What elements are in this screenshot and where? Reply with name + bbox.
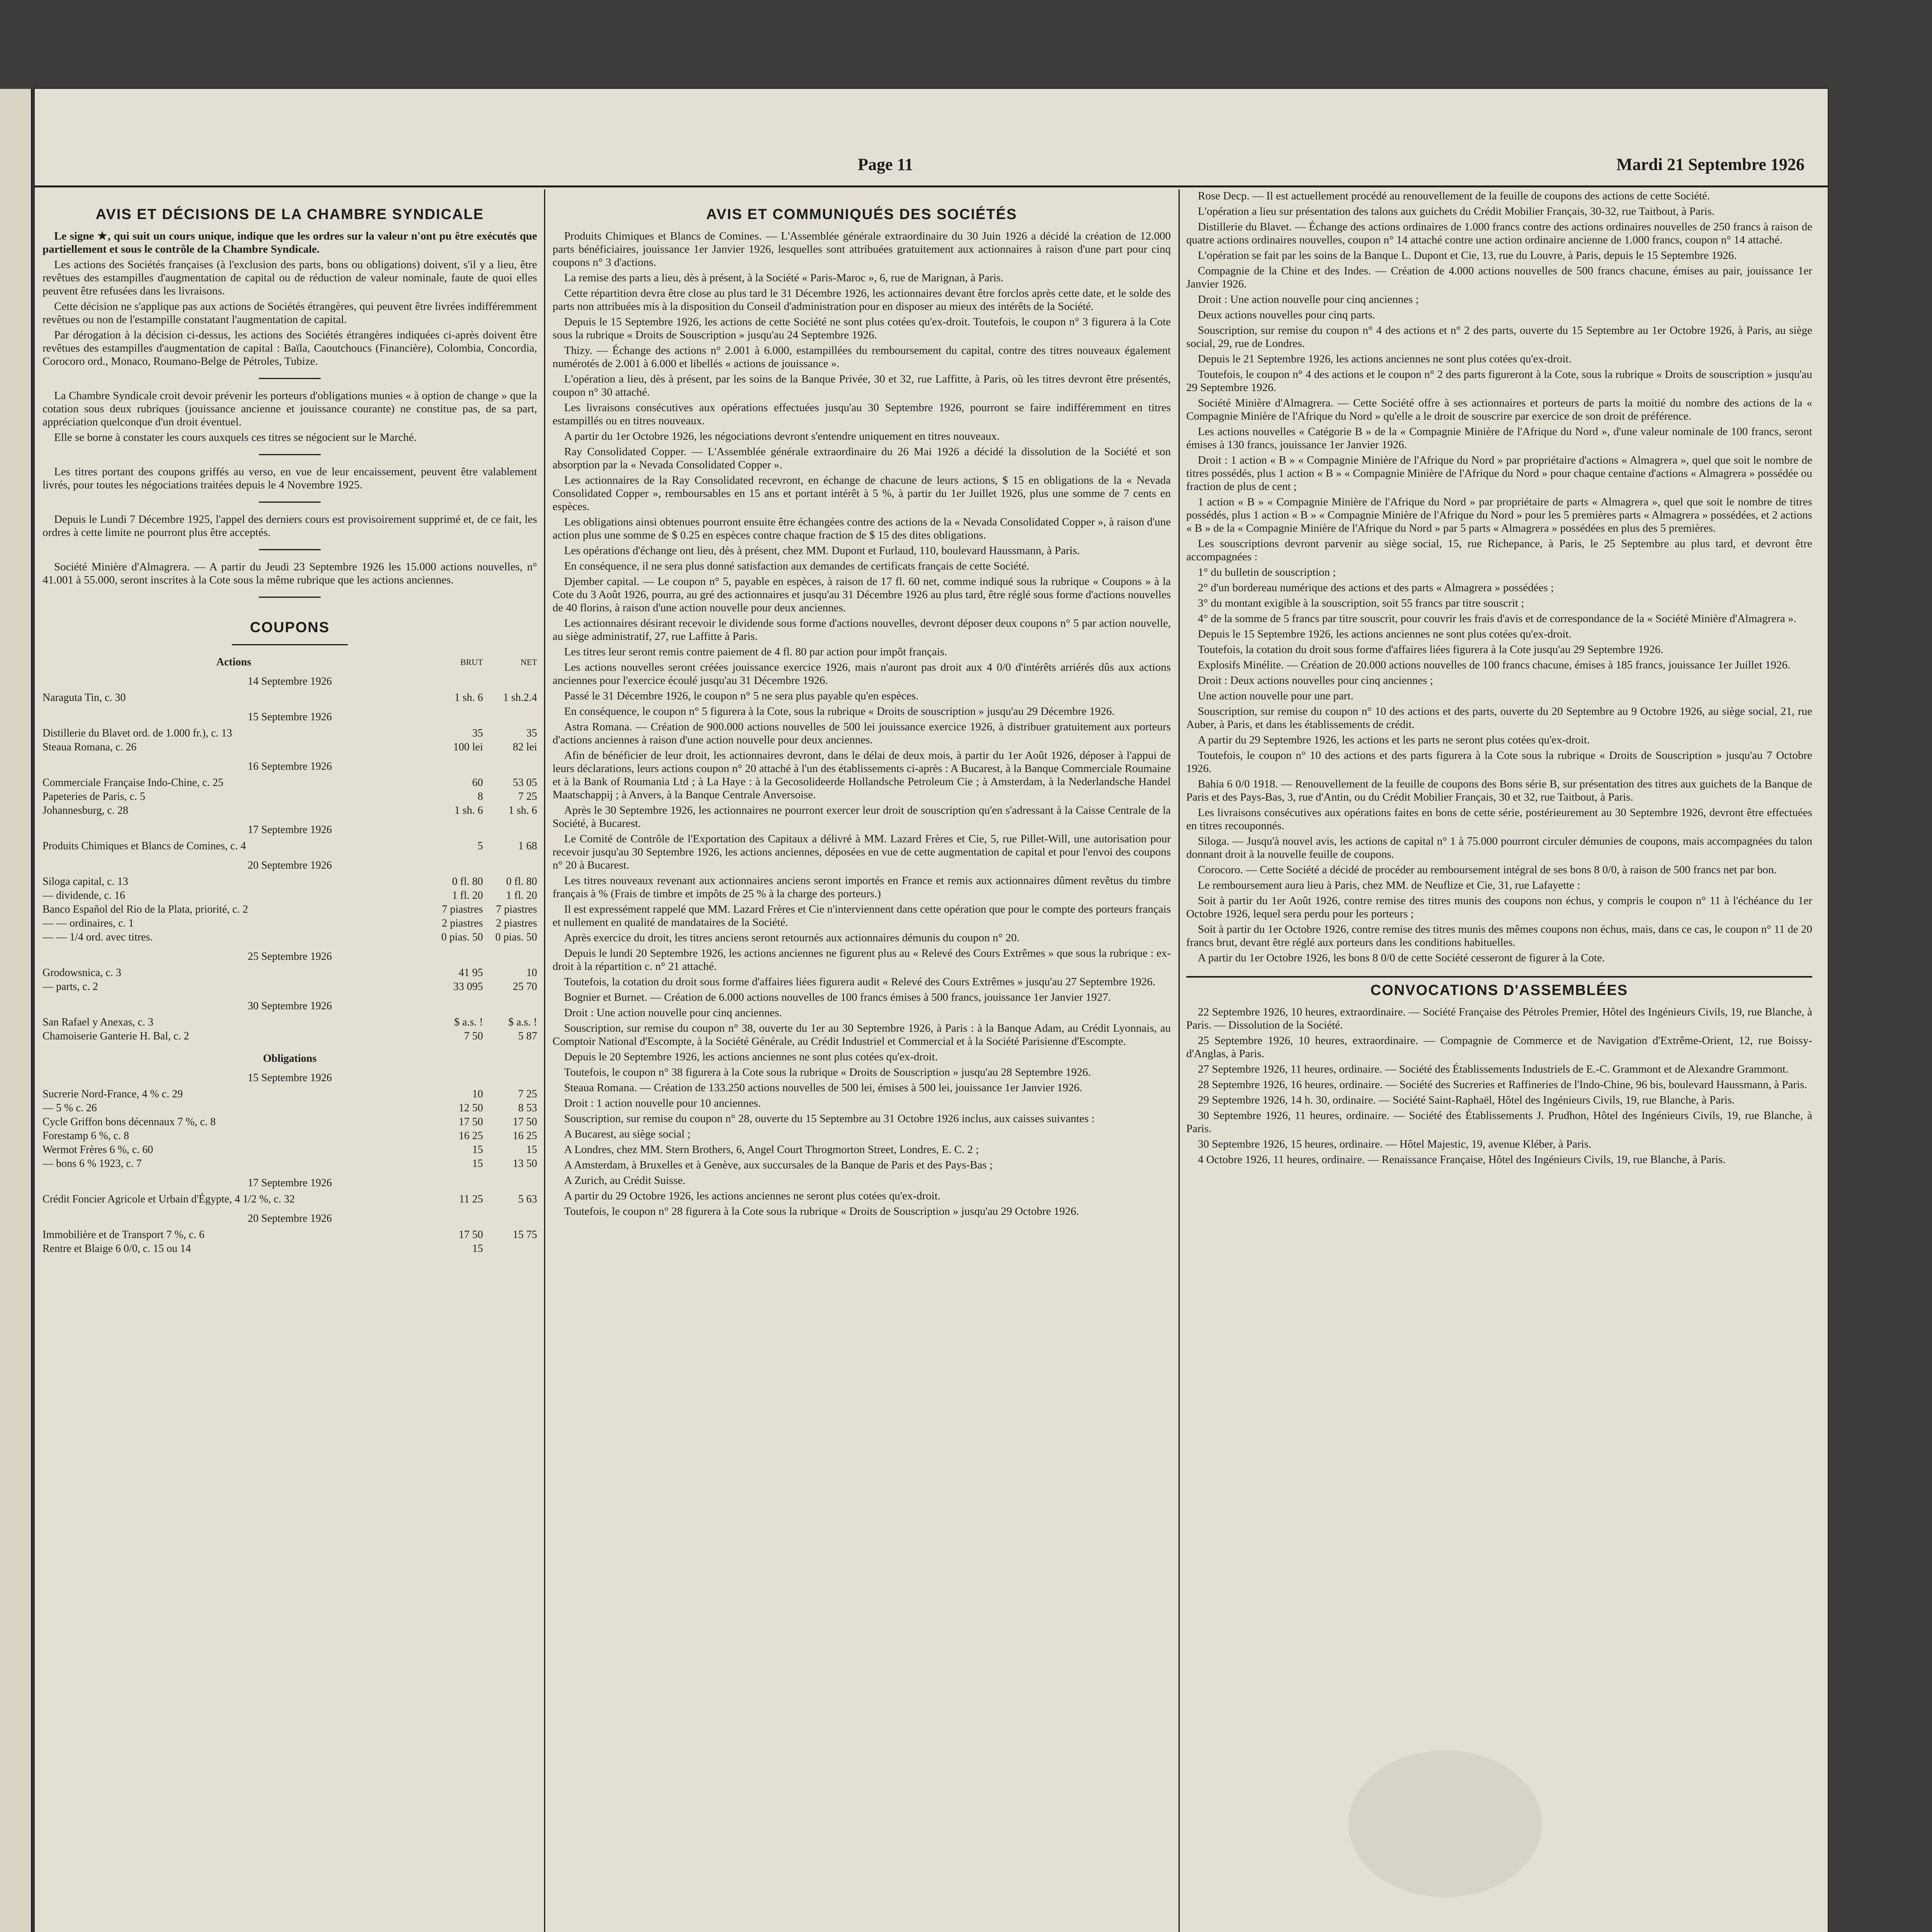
avis-paragraph: 1 action « B » « Compagnie Minière de l'Afrique du Nord » par propriétaire de parts « Almagrera », quel que soit le nombre de titres possédés, plus 1 action « B » « Compagnie Minière de l'Afrique du Nord » pour les 5 premières parts « Almagrera » possédées, et 2 actions « B » de la « Compagnie Minière de l'Afrique du Nord » par 5 parts « Almagrera » possédées en plus des 5 premières. <box>1186 496 1812 534</box>
avis-paragraph: A Zurich, au Crédit Suisse. <box>564 1174 686 1187</box>
avis-paragraph: Il est expressément rappelé que MM. Lazard Frères et Cie n'interviennent dans cette opération que pour le compte des porteurs français et nullement en qualité de mandataires de la Société. <box>553 903 1171 929</box>
avis-paragraph: A Amsterdam, à Bruxelles et à Genève, aux succursales de la Banque de Paris et des Pays-Bas ; <box>564 1159 993 1171</box>
avis-paragraph: Djember capital. — Le coupon n° 5, payable en espèces, à raison de 17 fl. 60 net, comme indiqué sous la rubrique « Coupons » à la Cote du 3 Août 1926, pourra, au gré des actionnaires et jusqu'au 31 Décembre 1926 au plus tard, être réglé sous forme d'actions nouvelles de 40 florins, à raison d'une action nouvelle pour deux anciennes. <box>553 575 1171 614</box>
obligations-subtitle: Obligations <box>263 1053 317 1065</box>
coupon-net: 13 50 <box>513 1158 537 1170</box>
coupon-row <box>43 1228 537 1242</box>
avis-paragraph: Ray Consolidated Copper. — L'Assemblée générale extraordinaire du 26 Mai 1926 a décidé la dissolution de la Société et son absorption par la « Nevada Consolidated Copper ». <box>553 446 1171 471</box>
avis-paragraph: Produits Chimiques et Blancs de Comines. — L'Assemblée générale extraordinaire du 30 Juin 1926 a décidé la création de 12.000 parts bénéficiaires, jouissance 1er Janvier 1926, lesquelles sont attribuées gratuitement aux actionnaires à raison d'une part pour cinq coupons n° 3 d'actions. <box>553 230 1171 269</box>
coupon-net: 8 53 <box>518 1102 537 1114</box>
coupon-brut: 41 95 <box>459 967 483 979</box>
coupon-row <box>43 740 537 754</box>
coupon-name: — bons 6 % 1923, c. 7 <box>43 1158 142 1170</box>
avis-paragraph: L'opération a lieu, dès à présent, par les soins de la Banque Privée, 30 et 32, rue Laffitte, à Paris, où les titres devront être présentés, coupon n° 30 attaché. <box>553 373 1171 398</box>
coupon-date: 20 Septembre 1926 <box>248 859 332 871</box>
coupon-row <box>43 1157 537 1171</box>
coupon-name: Forestamp 6 %, c. 8 <box>43 1130 129 1142</box>
coupon-net: 2 piastres <box>496 917 537 929</box>
avis-paragraph: Afin de bénéficier de leur droit, les actionnaires devront, dans le délai de deux mois, à partir du 1er Août 1926, déposer à l'appui de leurs déclarations, leurs actions coupon n° 20 attaché à l'un des établissements ci-après : A Bucarest, à la Banque Commerciale Roumaine et à la Bank of Roumania Ltd ; à La Haye : à la Gecosolideerde Hollandsche Petroleum Cie ; à Amsterdam, à la Nederlandsche Handel Maatschappij ; à Anvers, à la Banque Centrale Anversoise. <box>553 749 1171 801</box>
coupon-brut: 8 <box>478 791 483 803</box>
convocation-item: 28 Septembre 1926, 16 heures, ordinaire. — Société des Sucreries et Raffineries de l'Indo-Chine, 96 bis, boulevard Haussmann, à Paris. <box>1198 1078 1807 1091</box>
coupon-brut: 0 pias. 50 <box>441 931 483 943</box>
notice-paragraph: Elle se borne à constater les cours auxquels ces titres se négocient sur le Marché. <box>54 431 417 444</box>
avis-paragraph: Depuis le 21 Septembre 1926, les actions anciennes ne sont plus cotées qu'ex-droit. <box>1198 353 1571 365</box>
coupon-row <box>43 1115 537 1129</box>
avis-paragraph: Siloga. — Jusqu'à nouvel avis, les actions de capital n° 1 à 75.000 pourront circuler démunies de coupons, mais accompagnées du talon donnant droit à la nouvelle feuille de coupons. <box>1186 835 1812 861</box>
coupons-header <box>43 655 537 669</box>
coupon-name: Produits Chimiques et Blancs de Comines, c. 4 <box>43 840 246 852</box>
convocation-item: 29 Septembre 1926, 14 h. 30, ordinaire. — Société Saint-Raphaël, Hôtel des Ingénieurs Civils, 19, rue Blanche, à Paris. <box>1198 1094 1735 1106</box>
avis-paragraph: Thizy. — Échange des actions n° 2.001 à 6.000, estampillées du remboursement du capital, contre des titres nouveaux également numérotés de 2.001 à 6.000 et libellés « actions de jouissance ». <box>553 344 1171 370</box>
coupon-name: Crédit Foncier Agricole et Urbain d'Égypte, 4 1/2 %, c. 32 <box>43 1193 295 1205</box>
avis-paragraph: Rose Decp. — Il est actuellement procédé au renouvellement de la feuille de coupons des actions de cette Société. <box>1198 190 1710 202</box>
coupon-net: 1 fl. 20 <box>506 889 537 901</box>
separator <box>259 378 321 379</box>
notice-paragraph: Par dérogation à la décision ci-dessus, les actions des Sociétés étrangères indiquées ci-après doivent être revêtues des estampilles d'augmentation de capital : Baïla, Caoutchoucs (Financière), Colombia, Concordia, Corocoro ord., Monaco, Roumano-Belge de Pétroles, Tubize. <box>43 329 537 367</box>
coupon-date: 20 Septembre 1926 <box>248 1213 332 1225</box>
coupon-row <box>43 726 537 740</box>
coupon-name: Immobilière et de Transport 7 %, c. 6 <box>43 1229 205 1241</box>
coupon-date: 15 Septembre 1926 <box>248 1072 332 1084</box>
avis-paragraph: Explosifs Minélite. — Création de 20.000 actions nouvelles de 100 francs chacune, émises à 185 francs, jouissance 1er Juillet 1926. <box>1198 659 1791 671</box>
avis-paragraph: L'opération a lieu sur présentation des talons aux guichets du Crédit Mobilier Français, 30-32, rue Taitbout, à Paris. <box>1198 205 1715 218</box>
coupons-title: COUPONS <box>250 619 330 636</box>
convocations-list <box>1186 1005 1812 1166</box>
right-column <box>1186 189 1812 1932</box>
avis-paragraph: Steaua Romana. — Création de 133.250 actions nouvelles de 500 lei, émises à 500 lei, jouissance 1er Janvier 1926. <box>564 1082 1082 1094</box>
avis-paragraph: Une action nouvelle pour une part. <box>1198 690 1354 702</box>
avis-paragraph: A partir du 1er Octobre 1926, les négociations devront s'entendre uniquement en titres nouveaux. <box>564 430 1000 442</box>
avis-paragraph: A partir du 1er Octobre 1926, les bons 8 0/0 de cette Société cesseront de figurer à la Cote. <box>1198 952 1605 964</box>
coupon-name: Commerciale Française Indo-Chine, c. 25 <box>43 777 224 789</box>
avis-paragraph: Les souscriptions devront parvenir au siège social, 15, rue Richepance, à Paris, le 25 Septembre au plus tard, et devront être accompagnées : <box>1186 537 1812 563</box>
avis-paragraph: 2° d'un bordereau numérique des actions et des parts « Almagrera » possédées ; <box>1198 582 1554 594</box>
notice-paragraph: Société Minière d'Almagrera. — A partir du Jeudi 23 Septembre 1926 les 15.000 actions nouvelles, n° 41.001 à 55.000, seront inscrites à la Cote sous la même rubrique que les actions anciennes. <box>43 561 537 586</box>
avis-paragraph: 1° du bulletin de souscription ; <box>1198 566 1336 578</box>
coupon-row <box>43 966 537 980</box>
coupon-net: 15 75 <box>513 1229 537 1241</box>
middle-column <box>553 205 1171 1932</box>
avis-paragraph: Les actions nouvelles « Catégorie B » de la « Compagnie Minière de l'Afrique du Nord », d'une valeur nominale de 100 francs, seront émises à 130 francs, jouissance 1er Janvier 1926. <box>1186 425 1812 451</box>
coupon-name: — parts, c. 2 <box>43 981 98 993</box>
coupon-net: $ a.s. ! <box>508 1016 537 1028</box>
coupon-row <box>43 903 537 917</box>
coupons-list <box>43 655 537 1256</box>
coupon-name: — dividende, c. 16 <box>43 889 125 901</box>
coupon-row <box>43 1029 537 1043</box>
coupon-name: Papeteries de Paris, c. 5 <box>43 791 145 803</box>
avis-paragraph: Après exercice du droit, les titres anciens seront retournés aux actionnaires démunis du coupon n° 20. <box>564 932 1020 944</box>
avis-paragraph: Droit : 1 action « B » « Compagnie Minière de l'Afrique du Nord » par propriétaire d'actions « Almagrera », quel que soit le nombre de titres possédés, plus 1 action « B » « Compagnie Minière de l'Afrique du Nord » pour chaque centaine d'actions « Almagrera » possédée ou fraction de plus de cent ; <box>1186 454 1812 493</box>
coupon-net: 16 25 <box>513 1130 537 1142</box>
avis-paragraph: 3° du montant exigible à la souscription, soit 55 francs par titre souscrit ; <box>1198 597 1524 609</box>
avis-paragraph: Toutefois, le coupon n° 28 figurera à la Cote sous la rubrique « Droits de Souscription » jusqu'au 29 Octobre 1926. <box>564 1205 1079 1218</box>
chambre-syndicale-title: AVIS ET DÉCISIONS DE LA CHAMBRE SYNDICALE <box>95 206 484 223</box>
notice-paragraph: Les actions des Sociétés françaises (à l'exclusion des parts, bons ou obligations) doivent, s'il y a lieu, être revêtues des estampilles d'augmentation de capital ou de réduction de valeur nominale, faute de quoi elles peuvent être refusées dans les livraisons. <box>43 259 537 297</box>
avis-paragraph: Souscription, sur remise du coupon n° 10 des actions et des parts, ouverte du 20 Septembre au 9 Octobre 1926, au siège social, 21, rue Auber, à Paris, et dans les établissements de crédit. <box>1186 705 1812 731</box>
avis-paragraph: Droit : Une action nouvelle pour cinq anciennes. <box>564 1007 782 1019</box>
avis-paragraph: Cette répartition devra être close au plus tard le 31 Décembre 1926, les actionnaires devant être forclos après cette date, et le solde des parts non attribuées mis à la disposition du Conseil d'administration pour en disposer au mieux des intérêts de la Société. <box>553 287 1171 313</box>
avis-paragraph: Toutefois, la cotation du droit sous forme d'affaires liées figurera audit « Relevé des Cours Extrêmes » jusqu'au 27 Septembre 1926. <box>564 976 1156 988</box>
convocation-item: 4 Octobre 1926, 11 heures, ordinaire. — Renaissance Française, Hôtel des Ingénieurs Civils, 19, rue Blanche, à Paris. <box>1198 1153 1726 1166</box>
coupon-row <box>43 930 537 944</box>
coupon-name: Johannesburg, c. 28 <box>43 804 128 816</box>
coupon-net: 1 68 <box>518 840 537 852</box>
coupon-net <box>483 1242 537 1256</box>
notice-paragraph: Les titres portant des coupons griffés au verso, en vue de leur encaissement, peuvent être valablement livrés, pour toutes les négociations traitées depuis le 4 Novembre 1925. <box>43 466 537 491</box>
convocation-item: 22 Septembre 1926, 10 heures, extraordinaire. — Société Française des Pétroles Premier, Hôtel des Ingénieurs Civils, 19, rue Blanche, à Paris. — Dissolution de la Société. <box>1186 1006 1812 1031</box>
coupon-net: 15 <box>526 1144 537 1156</box>
coupon-row <box>43 1192 537 1206</box>
coupon-row <box>43 917 537 930</box>
avis-paragraph: L'opération se fait par les soins de la Banque L. Dupont et Cie, 13, rue du Louvre, à Paris, depuis le 15 Septembre 1926. <box>1198 249 1737 262</box>
coupon-name: Chamoiserie Ganterie H. Bal, c. 2 <box>43 1030 189 1042</box>
coupon-brut: 7 50 <box>464 1030 483 1042</box>
coupon-name: Steaua Romana, c. 26 <box>43 741 137 753</box>
avis-paragraph: A partir du 29 Septembre 1926, les actions et les parts ne seront plus cotées qu'ex-droit. <box>1198 734 1590 746</box>
avis-paragraph: Les opérations d'échange ont lieu, dès à présent, chez MM. Dupont et Furlaud, 110, boulevard Haussmann, à Paris. <box>564 544 1080 557</box>
coupon-name: Siloga capital, c. 13 <box>43 876 128 888</box>
notice-paragraph: La Chambre Syndicale croit devoir prévenir les porteurs d'obligations munies « à option de change » que la cotation sous deux rubriques (jouissance ancienne et jouissance courante) ne constitue pas, de sa part, appréciation quelconque d'un droit éventuel. <box>43 389 537 428</box>
coupon-net: 1 sh. 6 <box>509 804 537 816</box>
avis-paragraph: En conséquence, le coupon n° 5 figurera à la Cote, sous la rubrique « Droits de souscription » jusqu'au 29 Décembre 1926. <box>564 705 1115 718</box>
avis-paragraph: Souscription, sur remise du coupon n° 4 des actions et n° 2 des parts, ouverte du 15 Septembre au 1er Octobre 1926, à Paris, au siège social, 29, rue de Londres. <box>1186 324 1812 350</box>
coupon-date: 14 Septembre 1926 <box>248 675 332 687</box>
coupon-net: 0 pias. 50 <box>495 931 537 943</box>
page-date: Mardi 21 Septembre 1926 <box>1616 155 1804 174</box>
avis-paragraph: Les titres nouveaux revenant aux actionnaires anciens seront importés en France et remis aux actionnaires dûment revêtus du timbre français à % (Frais de timbre et impôts de 25 % à la charge des porteurs.) <box>553 874 1171 900</box>
coupon-net: 25 70 <box>513 981 537 993</box>
avis-paragraph: Droit : Deux actions nouvelles pour cinq anciennes ; <box>1198 674 1433 687</box>
notice-paragraph: Cette décision ne s'applique pas aux actions de Sociétés étrangères, qui peuvent être livrées indifféremment revêtues ou non de l'estampille constatant l'augmentation de capital. <box>43 300 537 326</box>
convocations-title: CONVOCATIONS D'ASSEMBLÉES <box>1370 982 1628 998</box>
column-divider <box>1179 189 1180 1932</box>
coupon-row <box>43 1087 537 1101</box>
avis-paragraph: Soit à partir du 1er Août 1926, contre remise des titres munis des coupons non échus, y compris le coupon n° 11 à l'échéance du 1er Octobre 1926, lequel sera perdu pour les porteurs ; <box>1186 895 1812 920</box>
coupon-name: San Rafael y Anexas, c. 3 <box>43 1016 153 1028</box>
avis-paragraph: Souscription, sur remise du coupon n° 28, ouverte du 15 Septembre au 31 Octobre 1926 inclus, aux caisses suivantes : <box>564 1112 1095 1125</box>
coupon-name: Grodowsnica, c. 3 <box>43 967 121 979</box>
avis-paragraph: Les actionnaires de la Ray Consolidated recevront, en échange de chacune de leurs actions, $ 15 en obligations de la « Nevada Consolidated Copper », remboursables en 15 ans et portant intérêt à 5 %, à partir du 1er Juillet 1926, plus une somme de 7 cents en espèces. <box>553 474 1171 513</box>
coupon-brut: 17 50 <box>459 1229 483 1241</box>
avis-paragraph: 4° de la somme de 5 francs par titre souscrit, pour couvrir les frais d'avis et de correspondance de la « Société Minière d'Almagrera ». <box>1198 612 1796 625</box>
coupon-row <box>43 839 537 853</box>
page-header <box>35 155 1828 178</box>
avis-paragraph: Après le 30 Septembre 1926, les actionnaires ne pourront exercer leur droit de souscription qu'en s'adressant à la Caisse Centrale de la Société, à Bucarest. <box>553 804 1171 830</box>
coupon-brut: 100 lei <box>453 741 483 753</box>
coupon-brut: 15 <box>472 1158 483 1170</box>
avis-paragraph: Droit : Une action nouvelle pour cinq anciennes ; <box>1198 293 1419 306</box>
coupon-date: 17 Septembre 1926 <box>248 1177 332 1189</box>
coupon-brut: 17 50 <box>459 1116 483 1128</box>
coupon-brut: 1 fl. 20 <box>452 889 483 901</box>
avis-paragraph: Toutefois, le coupon n° 38 figurera à la Cote sous la rubrique « Droits de Souscription » jusqu'au 28 Septembre 1926. <box>564 1066 1091 1078</box>
coupon-row <box>43 875 537 889</box>
coupon-net: 53 05 <box>513 777 537 789</box>
coupon-brut: $ a.s. ! <box>454 1016 483 1028</box>
notice-paragraph: Depuis le Lundi 7 Décembre 1925, l'appel des derniers cours est provisoirement supprimé et, de ce fait, les ordres à cette limite ne pourront plus être acceptés. <box>43 513 537 539</box>
coupon-brut: 12 50 <box>459 1102 483 1114</box>
avis-paragraph: A partir du 29 Octobre 1926, les actions anciennes ne seront plus cotées qu'ex-droit. <box>564 1190 941 1202</box>
coupon-name: Sucrerie Nord-France, 4 % c. 29 <box>43 1088 183 1100</box>
separator <box>232 644 348 645</box>
section-rule <box>1186 976 1812 978</box>
coupon-name: Banco Español del Rio de la Plata, priorité, c. 2 <box>43 903 248 915</box>
coupon-brut: 11 25 <box>459 1193 483 1205</box>
coupon-row <box>43 1129 537 1143</box>
separator <box>259 597 321 598</box>
coupon-net: 17 50 <box>513 1116 537 1128</box>
convocation-item: 27 Septembre 1926, 11 heures, ordinaire. — Société des Établissements Industriels de E.-C. Grammont et de Alexandre Grammont. <box>1198 1063 1789 1075</box>
adjacent-page-edge <box>0 89 32 1932</box>
coupon-net: 0 fl. 80 <box>506 876 537 888</box>
coupon-date: 16 Septembre 1926 <box>248 760 332 772</box>
coupon-name: — — ordinaires, c. 1 <box>43 917 134 929</box>
avis-paragraph: Passé le 31 Décembre 1926, le coupon n° 5 ne sera plus payable qu'en espèces. <box>564 690 919 702</box>
avis-paragraphs <box>553 230 1171 1218</box>
coupon-brut: 35 <box>472 727 483 739</box>
avis-paragraph: Droit : 1 action nouvelle pour 10 anciennes. <box>564 1097 761 1109</box>
coupon-brut: 1 sh. 6 <box>454 692 483 704</box>
avis-paragraph: Souscription, sur remise du coupon n° 38, ouverte du 1er au 30 Septembre 1926, à Paris : à la Banque Adam, au Crédit Lyonnais, au Comptoir National d'Escompte, à la Société Générale, au Crédit Industriel et Commercial et à la Société Parisienne d'Escompte. <box>553 1022 1171 1048</box>
coupon-row <box>43 790 537 804</box>
coupon-date: 15 Septembre 1926 <box>248 711 332 723</box>
separator <box>259 502 321 503</box>
avis-paragraph: Le remboursement aura lieu à Paris, chez MM. de Neuflize et Cie, 31, rue Lafayette : <box>1198 879 1580 891</box>
avis-paragraph: Depuis le 15 Septembre 1926, les actions de cette Société ne sont plus cotées qu'ex-droit. Toutefois, le coupon n° 3 figurera à la Cote sous la rubrique « Droits de Souscription » jusqu'au 24 Septembre 1926. <box>553 316 1171 341</box>
coupon-row <box>43 1015 537 1029</box>
avis-paragraph: Corocoro. — Cette Société a décidé de procéder au remboursement intégral de ses bons 8 0/0, à raison de 500 francs net par bon. <box>1198 864 1777 876</box>
avis-societes-title: AVIS ET COMMUNIQUÉS DES SOCIÉTÉS <box>706 206 1017 223</box>
newspaper-page <box>35 89 1828 1932</box>
coupon-brut: 2 piastres <box>442 917 483 929</box>
avis-paragraph: Les livraisons consécutives aux opérations faites en bons de cette série, postérieurement au 30 Septembre 1926, devront être effectuées en titres recouponnés. <box>1186 806 1812 832</box>
avis-paragraph: A Londres, chez MM. Stern Brothers, 6, Angel Court Throgmorton Street, Londres, E. C. 2 ; <box>564 1143 979 1156</box>
coupon-brut: 60 <box>472 777 483 789</box>
coupon-name: Naraguta Tin, c. 30 <box>43 692 126 704</box>
coupon-brut: 7 piastres <box>442 903 483 915</box>
left-column <box>43 205 537 1932</box>
column-divider <box>544 189 545 1932</box>
coupon-row <box>43 1101 537 1115</box>
coupon-name: Distillerie du Blavet ord. de 1.000 fr.), c. 13 <box>43 727 232 739</box>
avis-paragraph: La remise des parts a lieu, dès à présent, à la Société « Paris-Maroc », 6, rue de Marignan, à Paris. <box>564 272 1004 284</box>
coupon-brut: 16 25 <box>459 1130 483 1142</box>
coupon-brut: 0 fl. 80 <box>452 876 483 888</box>
separator <box>259 549 321 550</box>
coupon-name: — — 1/4 ord. avec titres. <box>43 931 153 943</box>
coupon-date: 25 Septembre 1926 <box>248 951 332 963</box>
convocation-item: 30 Septembre 1926, 15 heures, ordinaire. — Hôtel Majestic, 19, avenue Kléber, à Paris. <box>1198 1138 1592 1150</box>
coupon-net: 1 sh.2.4 <box>503 692 537 704</box>
page-number: Page 11 <box>858 155 913 174</box>
coupon-net: 5 87 <box>518 1030 537 1042</box>
notice-paragraph: Le signe ★, qui suit un cours unique, indique que les ordres sur la valeur n'ont pu être exécutés que partiellement et sous le contrôle de la Chambre Syndicale. <box>43 230 537 255</box>
avis-paragraph: Toutefois, le coupon n° 4 des actions et le coupon n° 2 des parts figureront à la Cote, sous la rubrique « Droits de souscription » jusqu'au 29 Septembre 1926. <box>1186 368 1812 394</box>
coupon-net: 7 piastres <box>496 903 537 915</box>
avis-paragraph: Compagnie de la Chine et des Indes. — Création de 4.000 actions nouvelles de 500 francs chacune, émises au pair, jouissance 1er Janvier 1926. <box>1186 265 1812 290</box>
coupon-brut: 15 <box>472 1243 483 1255</box>
avis-paragraph: Depuis le 20 Septembre 1926, les actions anciennes ne sont plus cotées qu'ex-droit. <box>564 1051 938 1063</box>
coupon-row <box>43 691 537 705</box>
header-rule <box>35 185 1828 187</box>
coupon-date: 17 Septembre 1926 <box>248 824 332 836</box>
avis-paragraph: Astra Romana. — Création de 900.000 actions nouvelles de 500 lei jouissance exercice 1926, à distribuer gratuitement aux porteurs d'actions anciennes à raison d'une action nouvelle pour deux anciennes. <box>553 721 1171 746</box>
coupon-row <box>43 1143 537 1157</box>
avis-paragraph: Bahia 6 0/0 1918. — Renouvellement de la feuille de coupons des Bons série B, sur présentation des titres aux guichets de la Banque de Paris et des Pays-Bas, 3, rue d'Antin, ou du Crédit Mobilier Français, 30 et 32, rue Taitbout, à Paris. <box>1186 778 1812 803</box>
avis-paragraph: Toutefois, le coupon n° 10 des actions et des parts figurera à la Cote sous la rubrique « Droits de Souscription » jusqu'au 7 Octobre 1926. <box>1186 749 1812 775</box>
coupon-net: 5 63 <box>518 1193 537 1205</box>
avis-paragraph: Les livraisons consécutives aux opérations effectuées jusqu'au 30 Septembre 1926, pourront se faire indifféremment en titres estampillés ou en titres nouveaux. <box>553 401 1171 427</box>
coupon-brut: 33 095 <box>453 981 483 993</box>
avis-paragraph: Bognier et Burnet. — Création de 6.000 actions nouvelles de 100 francs émises à 500 francs, jouissance 1er Janvier 1927. <box>564 991 1111 1003</box>
avis-paragraph: Distillerie du Blavet. — Échange des actions ordinaires de 1.000 francs contre des actions ordinaires nouvelles de 250 francs à raison de quatre actions ordinaires nouvelles, coupon n° 14 attaché contre une action ordinaire ancienne de 1.000 francs, coupon n° 14 attaché. <box>1186 221 1812 246</box>
avis-paragraph: Les obligations ainsi obtenues pourront ensuite être échangées contre des actions de la « Nevada Consolidated Copper », à raison d'une action plus une somme de $ 0.25 en espèces contre chaque fraction de $ 15 des dites obligations. <box>553 516 1171 541</box>
separator <box>259 454 321 455</box>
coupon-net: 10 <box>526 967 537 979</box>
coupon-brut: 5 <box>478 840 483 852</box>
convocation-item: 25 Septembre 1926, 10 heures, extraordinaire. — Compagnie de Commerce et de Navigation d'Extrême-Orient, 12, rue Boissy-d'Anglas, à Paris. <box>1186 1034 1812 1060</box>
coupon-name: Cycle Griffon bons décennaux 7 %, c. 8 <box>43 1116 216 1128</box>
coupon-row <box>43 776 537 790</box>
avis-paragraph: Depuis le 15 Septembre 1926, les actions anciennes ne sont plus cotées qu'ex-droit. <box>1198 628 1571 640</box>
coupon-row <box>43 980 537 994</box>
coupon-brut: 1 sh. 6 <box>454 804 483 816</box>
coupon-name: — 5 % c. 26 <box>43 1102 97 1114</box>
coupon-net: 82 lei <box>513 741 537 753</box>
avis-paragraph: Deux actions nouvelles pour cinq parts. <box>1198 309 1376 321</box>
avis-paragraph: Les actionnaires désirant recevoir le dividende sous forme d'actions nouvelles, devront déposer deux coupons n° 5 par action nouvelle, au siège administratif, 27, rue Laffitte à Paris. <box>553 617 1171 643</box>
coupons-head-brut: BRUT <box>460 657 483 667</box>
avis-paragraph: Soit à partir du 1er Octobre 1926, contre remise des titres munis des mêmes coupons non échus, mais, dans ce cas, le coupon n° 11 de 20 francs brut, devant être réglé aux porteurs dans les conditions habituelles. <box>1186 923 1812 949</box>
avis-paragraph: Depuis le lundi 20 Septembre 1926, les actions anciennes ne figurent plus au « Relevé des Cours Extrêmes » que sous la rubrique : ex-droit à la répartition c. n° 21 attaché. <box>553 947 1171 973</box>
coupon-row <box>43 889 537 903</box>
coupon-row <box>43 1242 537 1256</box>
avis-paragraph: En conséquence, il ne sera plus donné satisfaction aux demandes de certificats français de cette Société. <box>564 560 1029 572</box>
coupon-net: 7 25 <box>518 1088 537 1100</box>
coupon-net: 7 25 <box>518 791 537 803</box>
coupons-head-actions: Actions <box>216 656 252 668</box>
avis-paragraph: Les actions nouvelles seront créées jouissance exercice 1926, mais n'auront pas droit aux 4 0/0 d'intérêts arriérés dûs aux actions anciennes pour l'exercice écoulé jusqu'au 31 Décembre 1926. <box>553 661 1171 687</box>
coupon-net: 35 <box>526 727 537 739</box>
coupon-name: Rentre et Blaige 6 0/0, c. 15 ou 14 <box>43 1243 191 1255</box>
right-paragraphs <box>1186 189 1812 964</box>
coupon-brut: 10 <box>472 1088 483 1100</box>
coupon-brut: 15 <box>472 1144 483 1156</box>
avis-paragraph: Société Minière d'Almagrera. — Cette Société offre à ses actionnaires et porteurs de parts la moitié du nombre des actions de la « Compagnie Minière de l'Afrique du Nord » qu'elle a le droit de souscrire par exercice de son droit de préférence. <box>1186 397 1812 422</box>
coupon-name: Wermot Frères 6 %, c. 60 <box>43 1144 153 1156</box>
coupon-row <box>43 804 537 818</box>
avis-paragraph: Le Comité de Contrôle de l'Exportation des Capitaux a délivré à MM. Lazard Frères et Cie, 5, rue Pillet-Will, une autorisation pour recevoir jusqu'au 30 Septembre 1926, les actions anciennes, déposées en vue de cette augmentation de capital et pour l'envoi des coupons n° 20 à Bucarest. <box>553 833 1171 871</box>
convocation-item: 30 Septembre 1926, 11 heures, ordinaire. — Société des Établissements J. Prudhon, Hôtel des Ingénieurs Civils, 19, rue Blanche, à Paris. <box>1186 1109 1812 1135</box>
avis-paragraph: A Bucarest, au siège social ; <box>564 1128 690 1140</box>
coupon-date: 30 Septembre 1926 <box>248 1000 332 1012</box>
coupons-head-net: NET <box>520 657 537 667</box>
avis-paragraph: Toutefois, la cotation du droit sous forme d'affaires liées figurera à la Cote jusqu'au 29 Septembre 1926. <box>1198 643 1663 656</box>
avis-paragraph: Les titres leur seront remis contre paiement de 4 fl. 80 par action pour impôt français. <box>564 646 947 658</box>
